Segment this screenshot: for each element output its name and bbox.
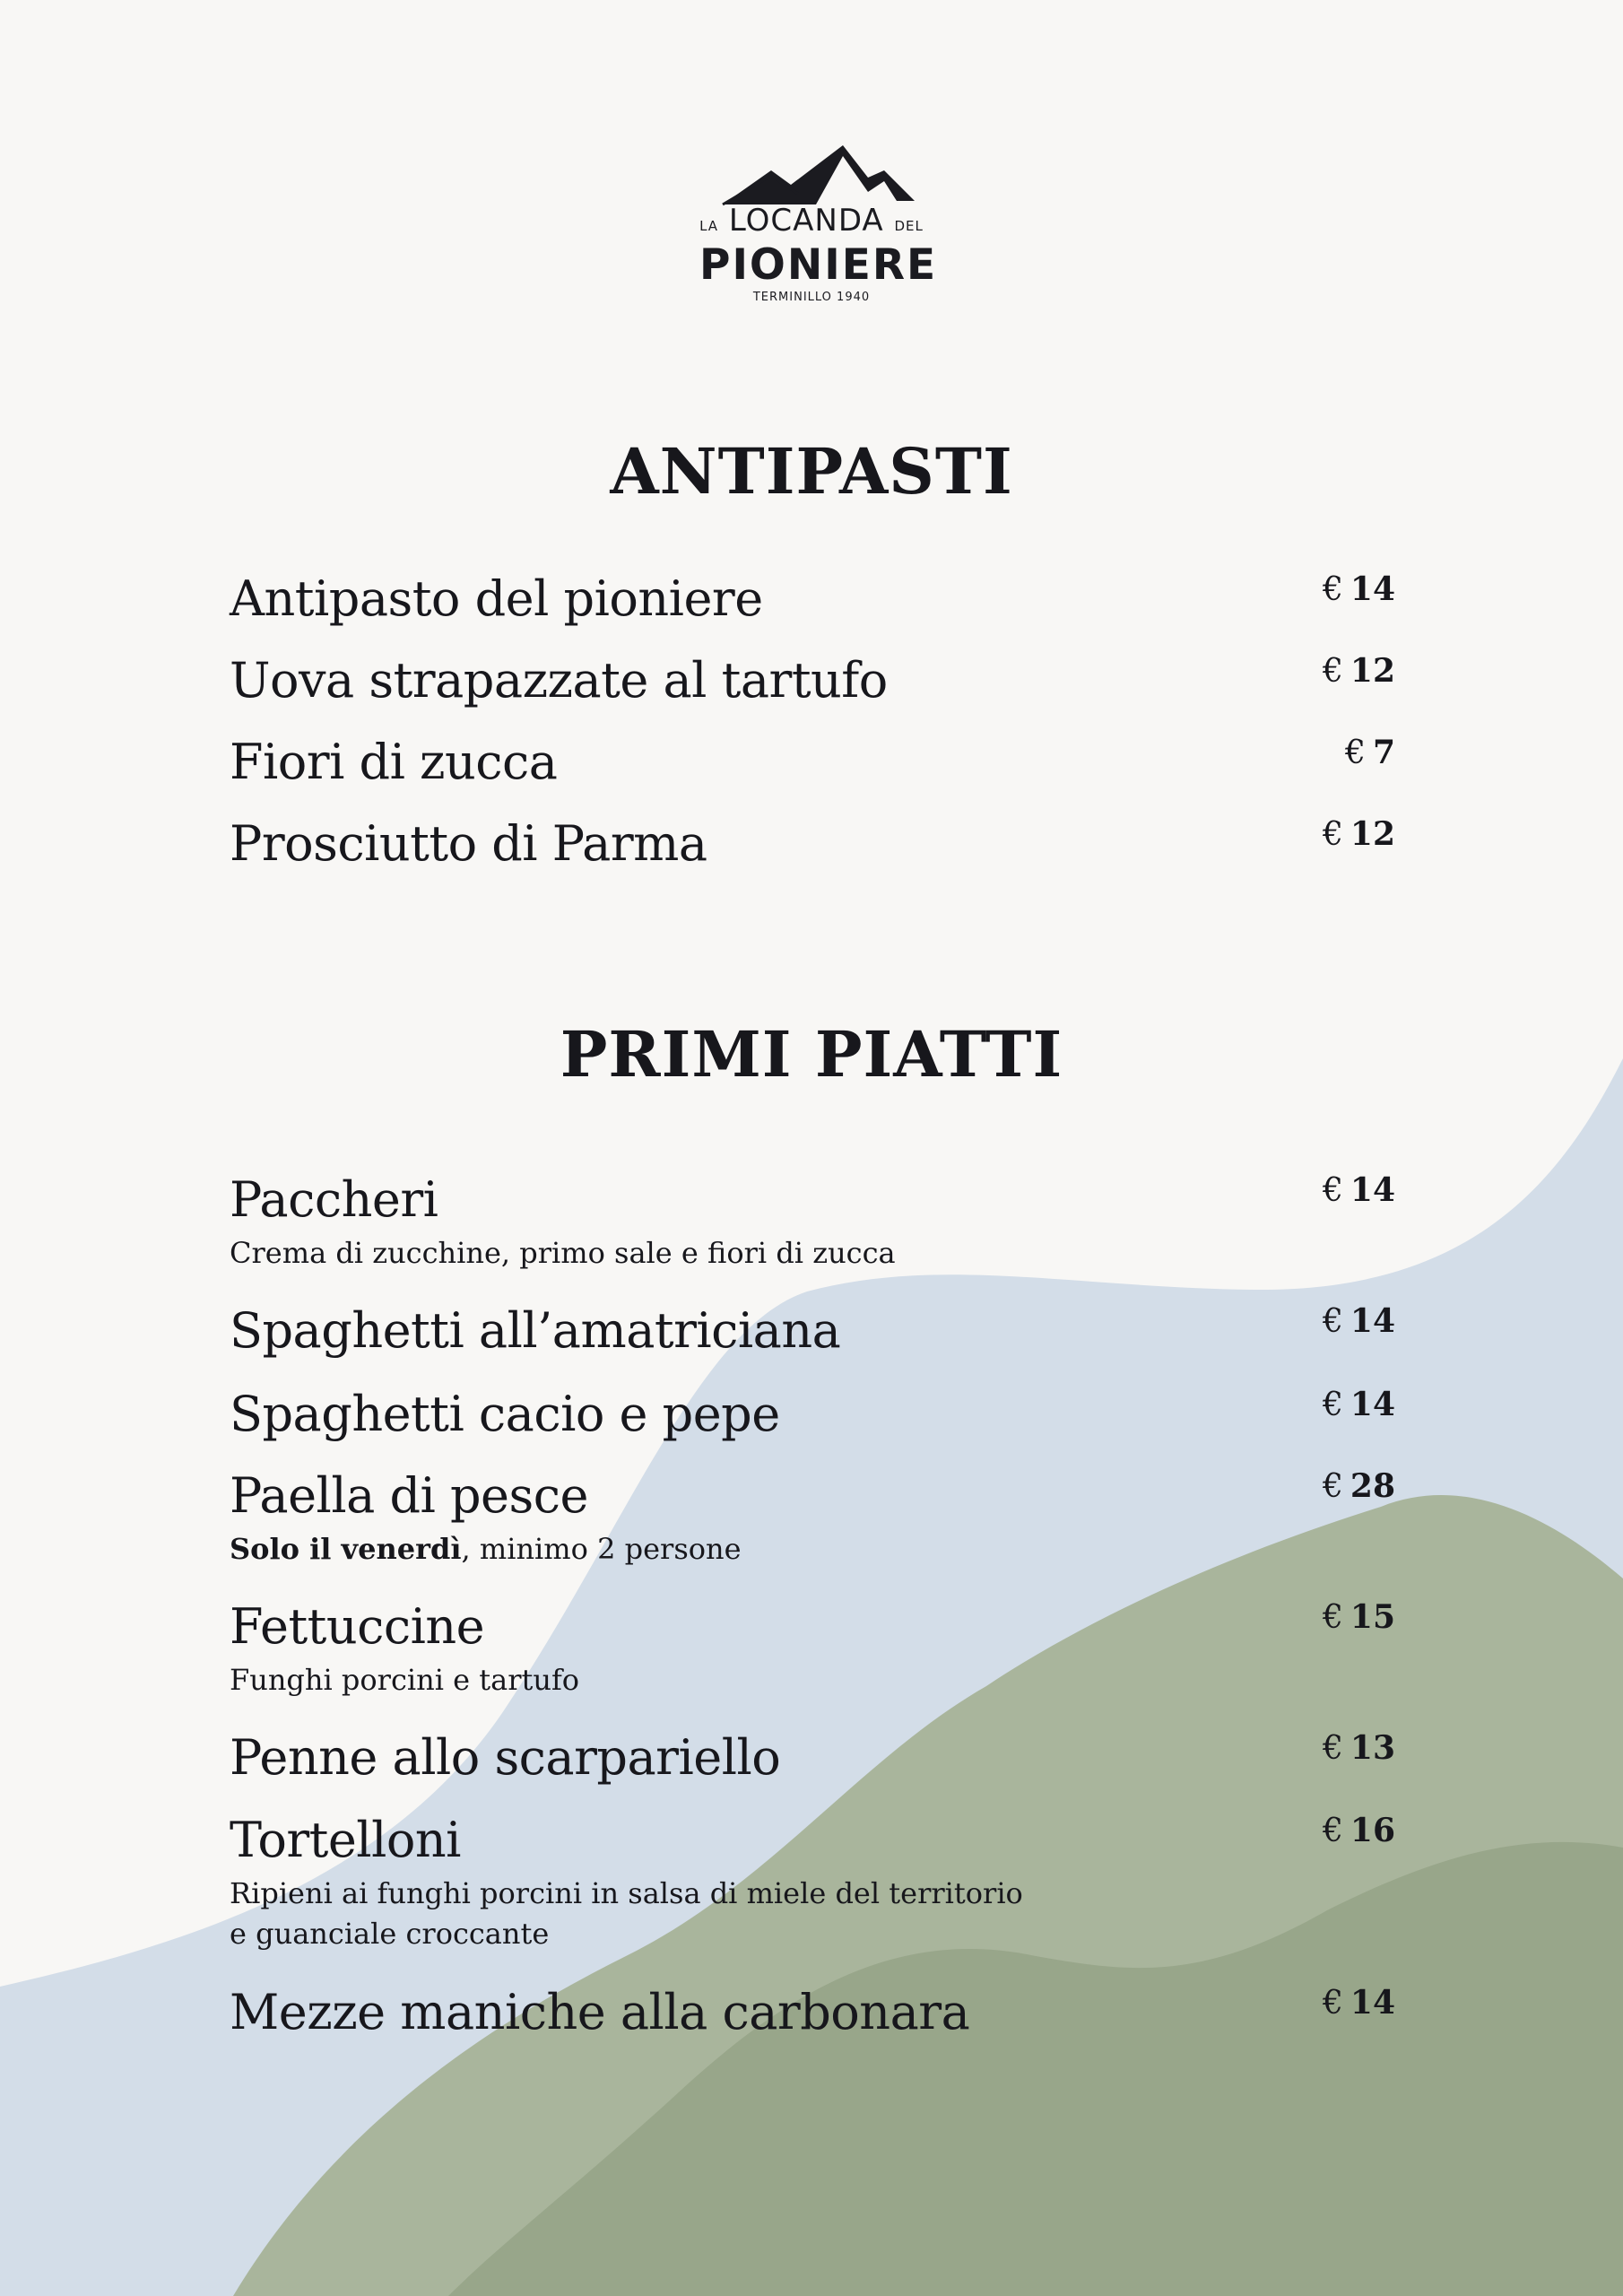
logo-pioniere: PIONIERE — [699, 240, 938, 290]
primi-title: PRIMI PIATTI — [560, 1017, 1063, 1091]
item-name: Paccheri — [230, 1171, 438, 1228]
item-name: Antipasto del pioniere — [230, 570, 763, 627]
item-price: € 16 — [1322, 1812, 1395, 1849]
antipasti-title: ANTIPASTI — [610, 434, 1013, 509]
logo-locanda: LA LOCANDA DEL — [699, 203, 924, 239]
item-description-line2: e guanciale croccante — [230, 1917, 550, 1951]
item-description: Ripieni ai funghi porcini in salsa di miele del territorio — [230, 1876, 1023, 1910]
item-description: Solo il venerdì, minimo 2 persone — [230, 1532, 742, 1566]
item-price: € 14 — [1322, 1171, 1395, 1209]
menu-item — [230, 1302, 1395, 1359]
item-price: € 15 — [1322, 1598, 1395, 1636]
item-name: Uova strapazzate al tartufo — [230, 652, 888, 709]
mountain-icon — [708, 142, 915, 206]
menu-item — [230, 1598, 1395, 1697]
item-name: Mezze maniche alla carbonara — [230, 1984, 970, 2040]
item-price: € 14 — [1322, 1386, 1395, 1423]
item-name: Fiori di zucca — [230, 734, 558, 790]
item-name: Fettuccine — [230, 1598, 485, 1655]
item-price: € 14 — [1322, 570, 1395, 608]
item-price: € 14 — [1322, 1302, 1395, 1340]
item-name: Prosciutto di Parma — [230, 815, 707, 872]
item-price: € 7 — [1345, 734, 1395, 771]
menu-item — [230, 815, 1395, 872]
menu-item — [230, 1386, 1395, 1442]
item-price: € 13 — [1322, 1729, 1395, 1767]
logo-tagline: TERMINILLO 1940 — [752, 291, 871, 304]
menu-item — [230, 1467, 1395, 1566]
item-description: Funghi porcini e tartufo — [230, 1663, 580, 1697]
item-price: € 12 — [1322, 815, 1395, 853]
menu-item — [230, 1812, 1395, 1951]
menu-item — [230, 734, 1395, 790]
menu-item — [230, 652, 1395, 709]
item-name: Spaghetti all’amatriciana — [230, 1302, 841, 1359]
menu-item — [230, 570, 1395, 627]
item-price: € 28 — [1322, 1467, 1395, 1505]
restaurant-logo — [699, 142, 938, 330]
item-price: € 12 — [1322, 652, 1395, 690]
menu-item — [230, 1984, 1395, 2038]
item-name: Tortelloni — [230, 1812, 461, 1868]
item-name: Penne allo scarpariello — [230, 1729, 781, 1786]
item-price: € 14 — [1322, 1984, 1395, 2022]
menu-item — [230, 1171, 1395, 1270]
item-description: Crema di zucchine, primo sale e fiori di zucca — [230, 1236, 896, 1270]
item-name: Spaghetti cacio e pepe — [230, 1386, 780, 1442]
menu-item — [230, 1729, 1395, 1786]
item-name: Paella di pesce — [230, 1467, 588, 1524]
